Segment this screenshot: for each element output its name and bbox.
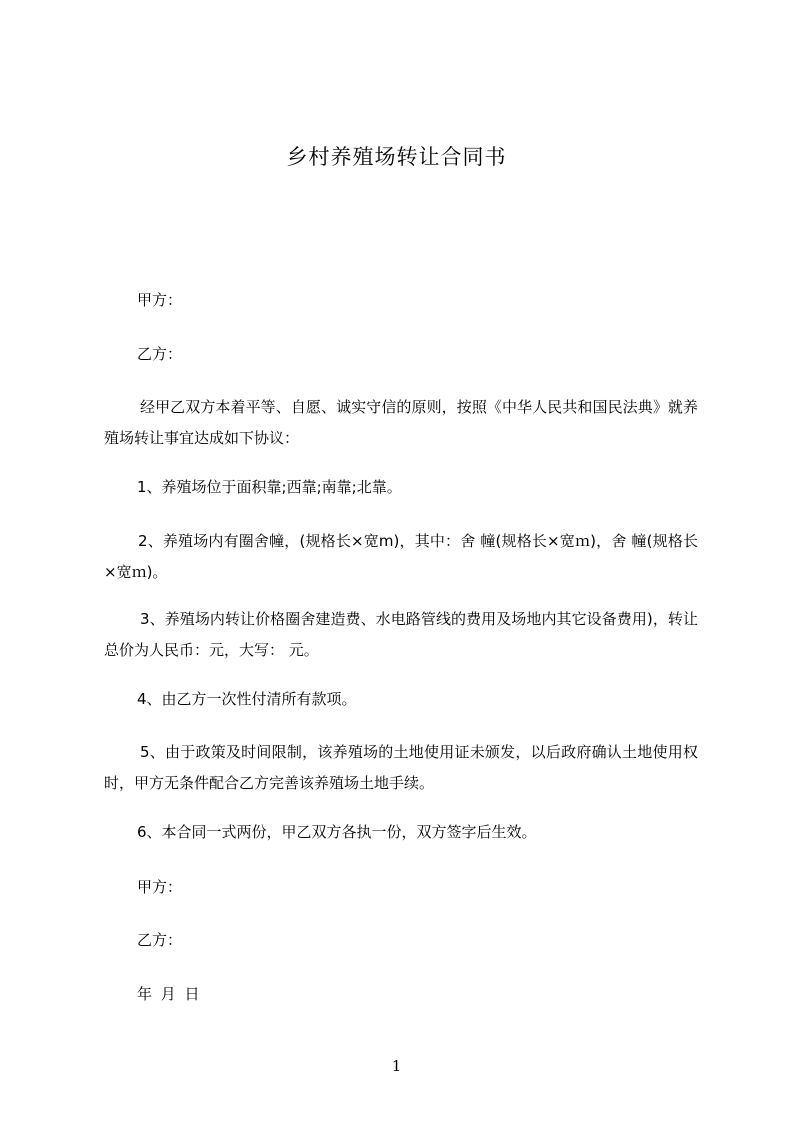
signature-party-a-label: 甲方： [137, 878, 183, 896]
preamble-paragraph: 经甲乙双方本着平等、自愿、诚实守信的原则，按照《中华人民共和国民法典》就养殖场转让事宜达成如下协议： [104, 398, 698, 447]
clause-4: 4、由乙方一次性付清所有款项。 [137, 690, 357, 708]
party-a-label: 甲方： [137, 291, 183, 309]
clause-1: 1、养殖场位于面积靠;西靠;南靠;北靠。 [137, 478, 402, 496]
date-line: 年 月 日 [137, 985, 200, 1003]
clause-3: 3、养殖场内转让价格圈舍建造费、水电路管线的费用及场地内其它设备费用)，转让总价为人民币：元，大写： 元。 [104, 610, 698, 659]
document-title: 乡村养殖场转让合同书 [286, 145, 507, 169]
clause-2: 2、养殖场内有圈舍幢，(规格长×宽m)，其中：舍 幢(规格长×宽ｍ)，舍 幢(规格长×宽ｍ)。 [104, 532, 698, 581]
clause-6: 6、本合同一式两份，甲乙双方各执一份，双方签字后生效。 [137, 823, 537, 841]
page-number: 1 [391, 1057, 402, 1075]
party-b-label: 乙方： [137, 345, 183, 363]
signature-party-b-label: 乙方： [137, 931, 183, 949]
clause-5: 5、由于政策及时间限制，该养殖场的土地使用证未颁发，以后政府确认土地使用权时，甲方无条件配合乙方完善该养殖场土地手续。 [104, 743, 698, 792]
